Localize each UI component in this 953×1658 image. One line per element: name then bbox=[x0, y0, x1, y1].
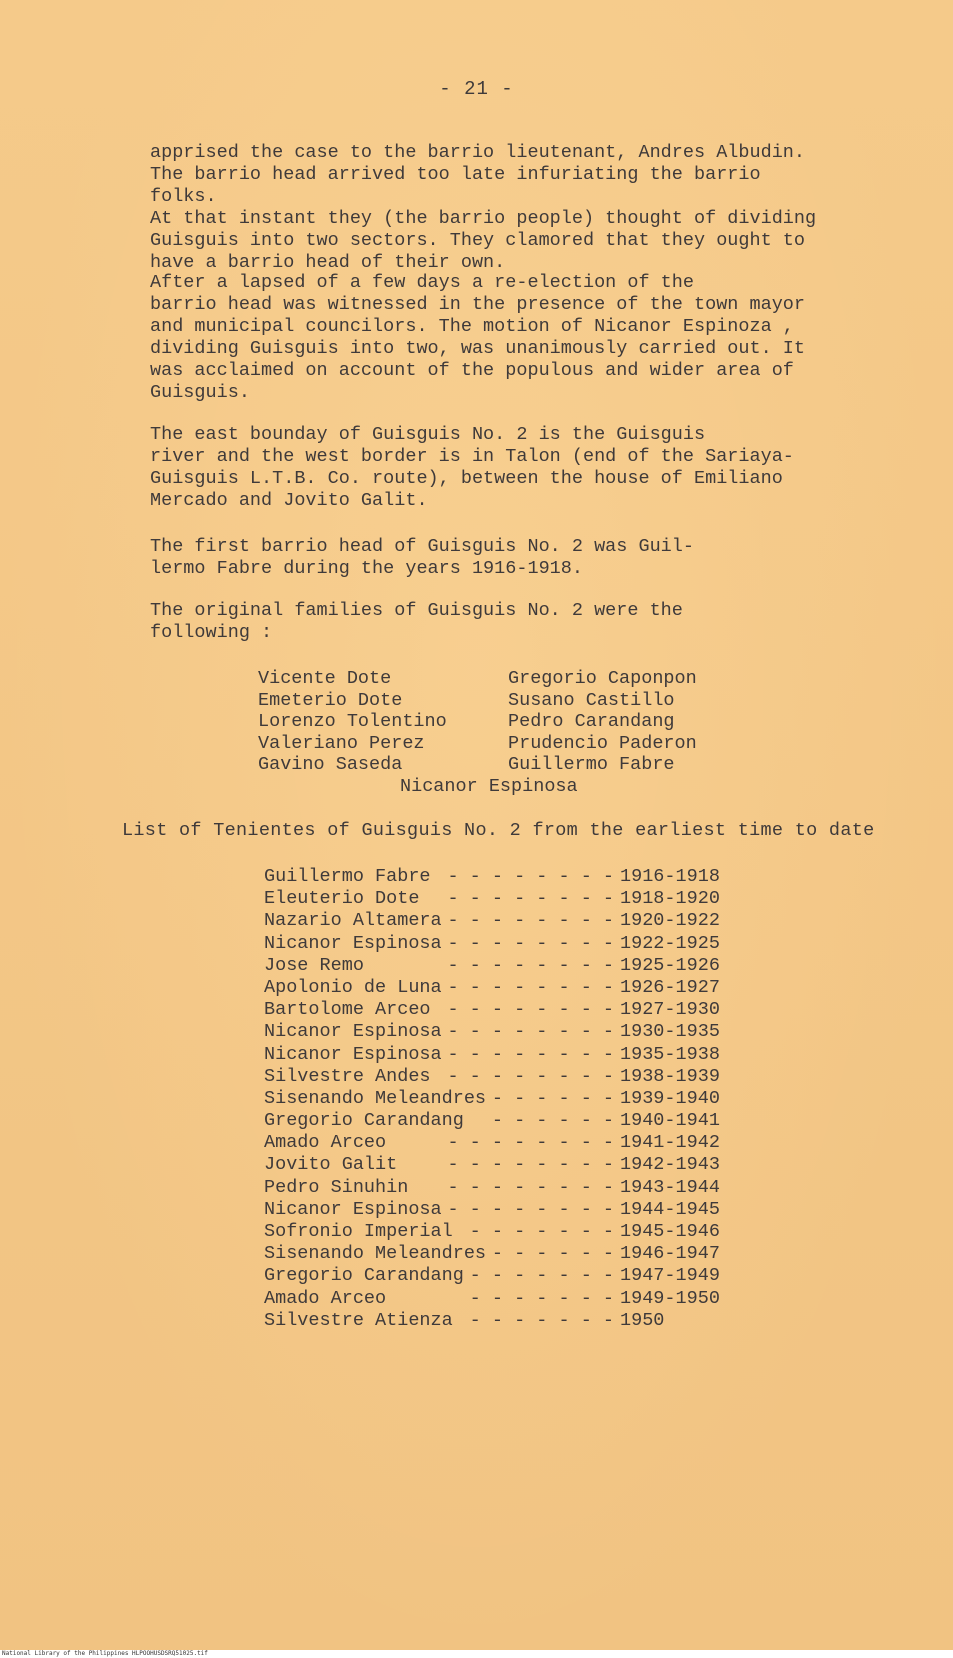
teniente-years: 1926-1927 bbox=[620, 976, 720, 998]
footer-caption: National Library of the Philippines HLPOOHUSDSRQ51025.tif bbox=[0, 1650, 953, 1658]
teniente-row bbox=[264, 1310, 734, 1332]
teniente-row bbox=[264, 866, 734, 888]
family-name: Vicente Dote bbox=[258, 668, 392, 689]
teniente-name: Nazario Altamera bbox=[264, 910, 442, 932]
teniente-years: 1950 bbox=[620, 1309, 665, 1331]
teniente-name: Jose Remo bbox=[264, 954, 364, 976]
teniente-dash-leader: - - - - - - - bbox=[469, 1287, 614, 1309]
teniente-name: Sisenando Meleandres bbox=[264, 1243, 487, 1265]
teniente-dash-leader: - - - - - - bbox=[491, 1087, 614, 1109]
teniente-dash-leader: - - - - - - - bbox=[469, 1265, 614, 1287]
teniente-years: 1918-1920 bbox=[620, 888, 720, 910]
teniente-row bbox=[264, 999, 734, 1021]
page-number: - 21 - bbox=[439, 78, 514, 100]
teniente-name: Nicanor Espinosa bbox=[264, 932, 442, 954]
family-name-center: Nicanor Espinosa bbox=[400, 776, 578, 797]
teniente-row bbox=[264, 1199, 734, 1221]
teniente-row bbox=[264, 1066, 734, 1088]
family-name: Valeriano Perez bbox=[258, 732, 425, 754]
teniente-dash-leader: - - - - - - - - bbox=[447, 999, 614, 1021]
teniente-row bbox=[264, 1265, 734, 1287]
teniente-row bbox=[264, 1044, 734, 1066]
teniente-name: Gregorio Carandang bbox=[264, 1110, 464, 1132]
teniente-row bbox=[264, 933, 734, 955]
tenientes-list-title: List of Tenientes of Guisguis No. 2 from the earliest time to date bbox=[122, 820, 875, 841]
teniente-row bbox=[264, 1154, 734, 1176]
teniente-row bbox=[264, 910, 734, 932]
teniente-name: Pedro Sinuhin bbox=[264, 1176, 409, 1198]
teniente-years: 1947-1949 bbox=[620, 1265, 720, 1287]
teniente-dash-leader: - - - - - - - - bbox=[447, 910, 614, 932]
teniente-name: Amado Arceo bbox=[264, 1132, 387, 1154]
paragraph-3: The east bounday of Guisguis No. 2 is the Guisguis river and the west border is in Talon (end of the Sariaya- Guisguis L.T.B. Co. route), between the house of Emiliano Mercado and Jovito Galit. bbox=[150, 424, 794, 511]
teniente-dash-leader: - - - - - - - - bbox=[447, 1198, 614, 1220]
teniente-row bbox=[264, 1221, 734, 1243]
teniente-name: Bartolome Arceo bbox=[264, 999, 431, 1021]
teniente-years: 1945-1946 bbox=[620, 1221, 720, 1242]
family-name: Gavino Saseda bbox=[258, 754, 403, 775]
teniente-row bbox=[264, 888, 734, 910]
teniente-row bbox=[264, 1288, 734, 1310]
family-name: Lorenzo Tolentino bbox=[258, 711, 447, 732]
teniente-dash-leader: - - - - - - - - bbox=[447, 954, 614, 976]
teniente-row bbox=[264, 1088, 734, 1110]
teniente-name: Jovito Galit bbox=[264, 1154, 398, 1176]
teniente-years: 1927-1930 bbox=[620, 999, 720, 1021]
teniente-years: 1930-1935 bbox=[620, 1021, 720, 1043]
teniente-dash-leader: - - - - - - - - bbox=[447, 932, 614, 954]
teniente-dash-leader: - - - - - - bbox=[491, 1110, 614, 1132]
teniente-name: Nicanor Espinosa bbox=[264, 1021, 442, 1043]
teniente-row bbox=[264, 1110, 734, 1132]
teniente-years: 1938-1939 bbox=[620, 1065, 720, 1087]
family-name: Gregorio Caponpon bbox=[508, 668, 697, 689]
family-name: Prudencio Paderon bbox=[508, 732, 697, 754]
teniente-years: 1946-1947 bbox=[620, 1243, 720, 1265]
teniente-years: 1916-1918 bbox=[620, 866, 720, 887]
teniente-dash-leader: - - - - - - - - bbox=[447, 888, 614, 910]
teniente-name: Nicanor Espinosa bbox=[264, 1198, 442, 1220]
teniente-name: Amado Arceo bbox=[264, 1287, 387, 1309]
teniente-years: 1935-1938 bbox=[620, 1043, 720, 1065]
teniente-dash-leader: - - - - - - - - bbox=[447, 976, 614, 998]
paragraph-2: After a lapsed of a few days a re-election of the barrio head was witnessed in the presence of the town mayor and municipal councilors. The motion of Nicanor Espinoza , dividing Guisguis into two, was unanimously carried out. It was acclaimed on account of the populous and wider area of Guisguis. bbox=[150, 272, 806, 403]
teniente-name: Sisenando Meleandres bbox=[264, 1087, 487, 1109]
teniente-dash-leader: - - - - - - - - bbox=[447, 1021, 614, 1043]
teniente-dash-leader: - - - - - - - - bbox=[447, 866, 614, 887]
teniente-row bbox=[264, 955, 734, 977]
paragraph-4: The first barrio head of Guisguis No. 2 was Guil- lermo Fabre during the years 1916-1918. bbox=[150, 536, 694, 579]
family-name: Emeterio Dote bbox=[258, 689, 403, 711]
teniente-dash-leader: - - - - - - - - bbox=[447, 1154, 614, 1176]
teniente-row bbox=[264, 1177, 734, 1199]
teniente-years: 1949-1950 bbox=[620, 1287, 720, 1309]
teniente-years: 1944-1945 bbox=[620, 1198, 720, 1220]
teniente-name: Gregorio Carandang bbox=[264, 1265, 464, 1287]
teniente-dash-leader: - - - - - - - bbox=[469, 1221, 614, 1242]
teniente-years: 1941-1942 bbox=[620, 1132, 720, 1154]
teniente-name: Apolonio de Luna bbox=[264, 976, 442, 998]
teniente-dash-leader: - - - - - - - - bbox=[447, 1176, 614, 1198]
teniente-row bbox=[264, 1132, 734, 1154]
teniente-name: Guillermo Fabre bbox=[264, 866, 431, 887]
teniente-years: 1942-1943 bbox=[620, 1154, 720, 1176]
teniente-name: Sofronio Imperial bbox=[264, 1221, 453, 1242]
teniente-years: 1939-1940 bbox=[620, 1087, 720, 1109]
teniente-name: Silvestre Atienza bbox=[264, 1309, 453, 1331]
teniente-dash-leader: - - - - - - - - bbox=[447, 1065, 614, 1087]
family-name: Guillermo Fabre bbox=[508, 754, 675, 775]
families-left-column bbox=[258, 668, 447, 776]
teniente-dash-leader: - - - - - - - bbox=[469, 1309, 614, 1331]
families-right-column bbox=[508, 668, 697, 776]
teniente-years: 1920-1922 bbox=[620, 910, 720, 932]
teniente-years: 1925-1926 bbox=[620, 954, 720, 976]
tenientes-list bbox=[264, 866, 734, 1332]
paragraph-1: apprised the case to the barrio lieutenant, Andres Albudin. The barrio head arrived too late infuriating the barrio folks. At that instant they (the barrio people) thought of dividing Guisguis into two sectors. They clamored that they ought to have a barrio head of their own. bbox=[150, 142, 817, 273]
teniente-years: 1922-1925 bbox=[620, 932, 720, 954]
teniente-row bbox=[264, 1021, 734, 1043]
teniente-name: Eleuterio Dote bbox=[264, 888, 420, 910]
teniente-dash-leader: - - - - - - - - bbox=[447, 1043, 614, 1065]
teniente-row bbox=[264, 1243, 734, 1265]
teniente-name: Silvestre Andes bbox=[264, 1065, 431, 1087]
teniente-row bbox=[264, 977, 734, 999]
teniente-years: 1940-1941 bbox=[620, 1110, 720, 1132]
teniente-dash-leader: - - - - - - - - bbox=[447, 1132, 614, 1154]
teniente-name: Nicanor Espinosa bbox=[264, 1043, 442, 1065]
teniente-years: 1943-1944 bbox=[620, 1176, 720, 1198]
paragraph-5: The original families of Guisguis No. 2 were the following : bbox=[150, 600, 683, 643]
teniente-dash-leader: - - - - - - bbox=[491, 1243, 614, 1265]
family-name: Susano Castillo bbox=[508, 689, 675, 711]
family-name: Pedro Carandang bbox=[508, 711, 675, 732]
